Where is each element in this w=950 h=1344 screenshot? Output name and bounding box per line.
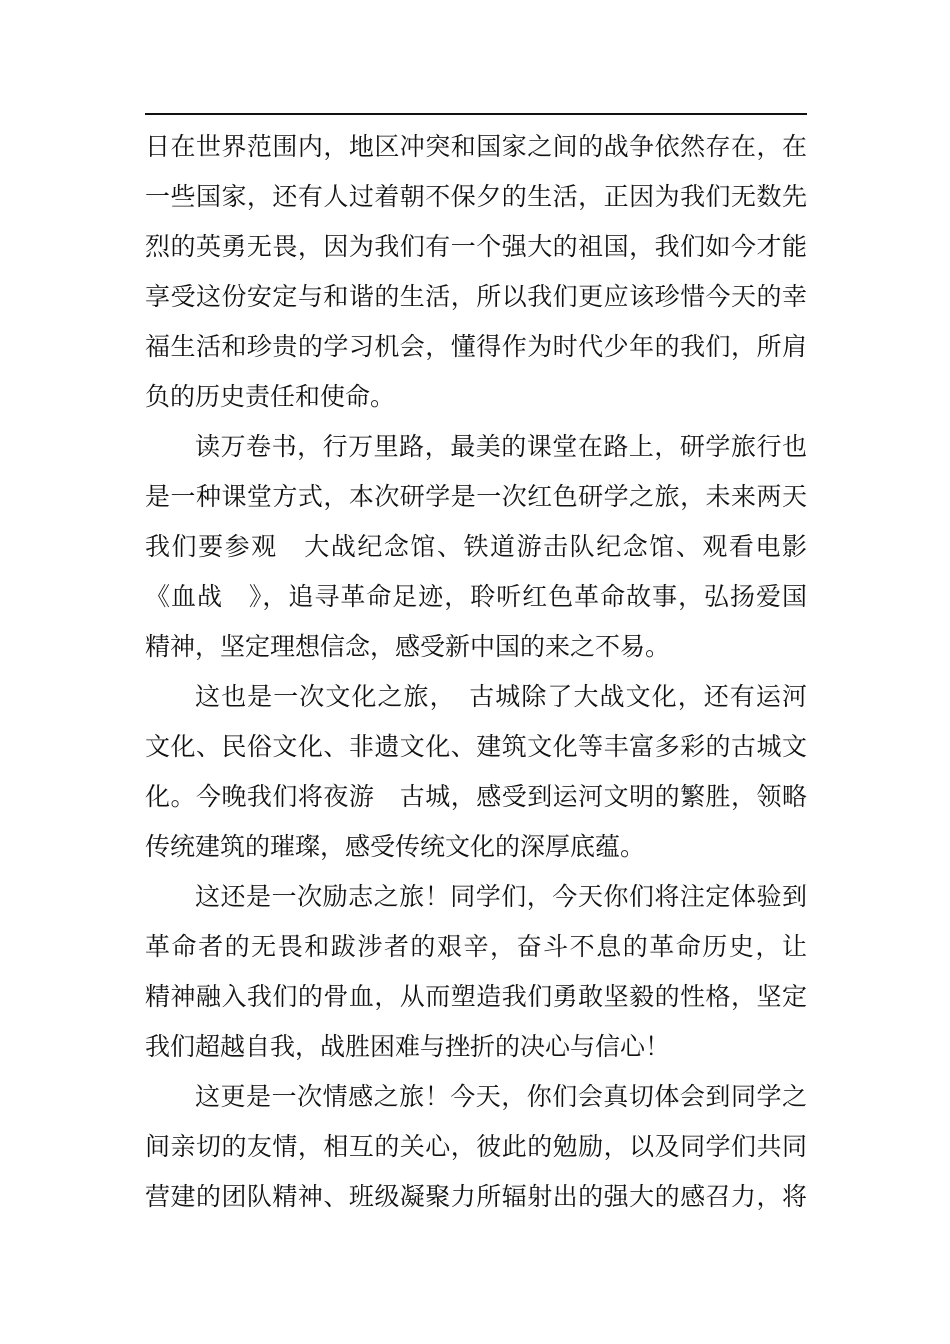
- text-line: 这也是一次文化之旅， 古城除了大战文化，还有运河: [195, 682, 807, 711]
- text-line: 传统建筑的璀璨，感受传统文化的深厚底蕴。: [145, 832, 646, 861]
- text-line: 烈的英勇无畏，因为我们有一个强大的祖国，我们如今才能: [145, 232, 807, 261]
- text-line: 这更是一次情感之旅！今天，你们会真切体会到同学之: [195, 1082, 807, 1111]
- text-line: 《血战 》，追寻革命足迹，聆听红色革命故事，弘扬爱国: [145, 582, 807, 611]
- text-line: 精神，坚定理想信念，感受新中国的来之不易。: [145, 632, 671, 661]
- text-line: 营建的团队精神、班级凝聚力所辐射出的强大的感召力，将: [145, 1182, 807, 1211]
- text-line: 化。今晚我们将夜游 古城，感受到运河文明的繁胜，领略: [145, 782, 807, 811]
- text-line: 文化、民俗文化、非遗文化、建筑文化等丰富多彩的古城文: [145, 732, 807, 761]
- text-line: 负的历史责任和使命。: [145, 382, 396, 411]
- text-line: 精神融入我们的骨血，从而塑造我们勇敢坚毅的性格，坚定: [145, 982, 807, 1011]
- text-line: 间亲切的友情，相互的关心，彼此的勉励，以及同学们共同: [145, 1132, 807, 1161]
- text-line: 革命者的无畏和跋涉者的艰辛，奋斗不息的革命历史，让: [145, 932, 807, 961]
- text-line: 日在世界范围内，地区冲突和国家之间的战争依然存在，在: [145, 132, 807, 161]
- text-line: 我们超越自我，战胜困难与挫折的决心与信心！: [145, 1032, 671, 1061]
- text-line: 是一种课堂方式，本次研学是一次红色研学之旅，未来两天: [145, 482, 807, 511]
- header-rule: [145, 113, 807, 115]
- text-line: 读万卷书，行万里路，最美的课堂在路上，研学旅行也: [195, 432, 807, 461]
- text-line: 福生活和珍贵的学习机会，懂得作为时代少年的我们，所肩: [145, 332, 807, 361]
- text-line: 我们要参观 大战纪念馆、铁道游击队纪念馆、观看电影: [145, 532, 807, 561]
- text-line: 享受这份安定与和谐的生活，所以我们更应该珍惜今天的幸: [145, 282, 807, 311]
- text-line: 这还是一次励志之旅！同学们，今天你们将注定体验到: [195, 882, 807, 911]
- body-text: [145, 122, 807, 1222]
- text-line: 一些国家，还有人过着朝不保夕的生活，正因为我们无数先: [145, 182, 807, 211]
